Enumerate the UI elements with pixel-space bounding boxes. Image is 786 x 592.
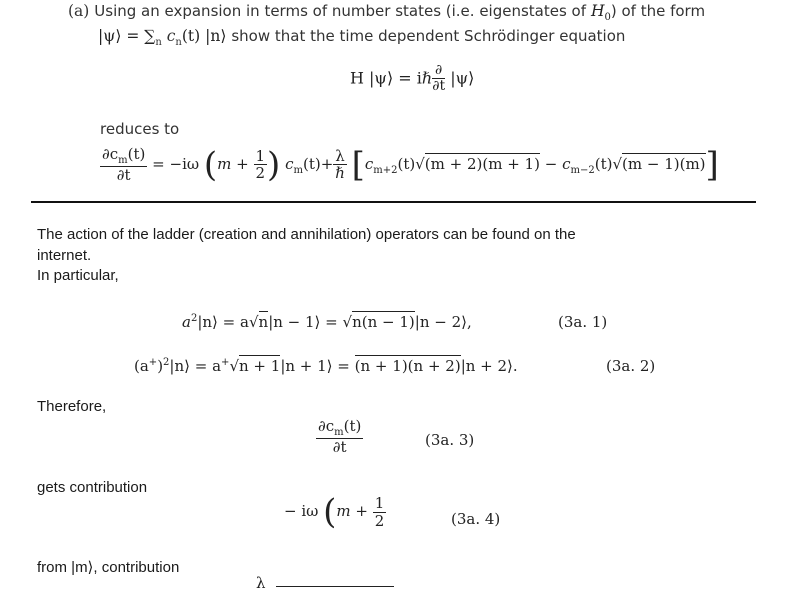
- eq5-lambda: λ: [256, 574, 266, 592]
- paragraph-line-2: internet.: [37, 247, 92, 264]
- eq2-part-c: |n + 2⟩.: [460, 357, 518, 375]
- eq2-sup-plus: +: [148, 357, 158, 368]
- schrodinger-num: ∂: [432, 63, 445, 79]
- eq-cm: c: [285, 154, 294, 173]
- section-divider: [31, 201, 756, 203]
- eq2-lhs: (a: [134, 357, 149, 375]
- schrodinger-rhs: |ψ⟩: [450, 68, 475, 88]
- eq1-part-a: |n⟩ = a: [197, 313, 249, 331]
- eq3-num-sub: m: [334, 427, 344, 438]
- eq-bracket-b-tail: (t): [594, 154, 613, 173]
- eq-lhs-num: ∂c: [102, 145, 119, 163]
- hbar-den: ℏ: [335, 164, 345, 183]
- schrodinger-equation: [350, 63, 474, 95]
- eq-bracket-a-tail: (t): [397, 154, 416, 173]
- lambda-num: λ: [335, 146, 345, 165]
- eq-cm-sub: m: [293, 164, 303, 176]
- eq1-tag: (3a. 1): [558, 313, 608, 331]
- half-num: 1: [255, 146, 266, 165]
- eq4-half-den: 2: [374, 511, 385, 530]
- schrodinger-den: ∂t: [432, 78, 446, 95]
- reduces-to: reduces to: [100, 120, 180, 138]
- eq-bracket-b: c: [562, 154, 571, 173]
- eq3-num-tail: (t): [343, 417, 362, 435]
- eq1-sup: 2: [190, 313, 198, 324]
- eq-lhs-den: ∂t: [116, 166, 131, 184]
- eq-bracket-b-sub: m−2: [570, 164, 595, 176]
- eq-minus: −: [544, 154, 558, 173]
- intro-line-1-tail: ) of the form: [610, 2, 706, 20]
- eq4-half-num: 1: [374, 494, 385, 512]
- equation-3a2: $(a^+)^2|n⟩ = a^+√n + 1|n$ + 1⟩ = (n + 1)(n + 2)|n + 2⟩.: [134, 357, 518, 375]
- eq-lhs-num-tail: (t): [127, 145, 146, 163]
- eq3-num: ∂c: [318, 417, 335, 435]
- eq-bracket-a-sub: m+2: [373, 164, 398, 176]
- eq1-sqrt-n: n: [258, 313, 269, 331]
- eq2-tag: (3a. 2): [606, 357, 656, 375]
- h0-subscript: 0: [604, 12, 611, 24]
- from-m-text: from |m⟩, contribution: [37, 559, 180, 576]
- eq4-lhs: − iω: [284, 502, 319, 520]
- eq1-part-c: |n − 2⟩,: [414, 313, 472, 331]
- h0-symbol: H: [590, 2, 605, 20]
- psi-expansion: |ψ⟩ = ∑: [98, 27, 156, 45]
- eq-lhs-num-sub: m: [118, 155, 128, 166]
- psi-cn-sub: n: [175, 37, 182, 49]
- eq2-close: ): [157, 357, 164, 375]
- schrodinger-lhs: H |ψ⟩ = iℏ: [350, 68, 433, 88]
- eq2-sqrt2: (n + 1)(n + 2): [354, 357, 461, 375]
- question-line-2: [98, 27, 625, 48]
- eq2-part-a: |n⟩ = a: [169, 357, 222, 375]
- therefore-text: Therefore,: [37, 398, 107, 415]
- gets-contribution-text: gets contribution: [37, 479, 148, 496]
- half-den: 2: [255, 164, 266, 183]
- equation-3a1: $a^2|n⟩ = a√n|n$ − 1⟩ = √n(n − 1)|n − 2⟩,: [182, 313, 472, 331]
- intro-line-1: Using an expansion in terms of number states (i.e. eigenstates of: [94, 2, 587, 20]
- eq4-m: m +: [336, 502, 368, 520]
- intro-line-2-tail: show that the time dependent Schrödinger equation: [231, 27, 626, 45]
- eq1-part-b: |n − 1⟩ =: [268, 313, 338, 331]
- question-line-1: [68, 2, 705, 23]
- psi-sum-index: n: [155, 37, 162, 49]
- part-label: (a): [68, 2, 90, 20]
- eq-bracket-a: c: [364, 154, 374, 173]
- eq-sqrt-a: (m + 2)(m + 1): [424, 154, 540, 173]
- reduced-equation: $\frac{\partial c_m(t)}{\partial t}$ = −iω (m + $\frac{1}{2}$ ) $c_m(t)+$ $\frac{\lambda}{\text{ℏ}}$ $[c_{m+2}(t)√(m + 2)(m + 1) - c_{m-2}(t)√(m - 1)(m)]$: [102, 144, 719, 185]
- equation-3a3: [316, 418, 363, 456]
- eq2-sqrt: n + 1: [239, 357, 281, 375]
- eq1-sqrt2: n(n − 1): [352, 313, 415, 331]
- eq-mid: = −iω: [152, 154, 200, 173]
- eq5-fraction-bar: [276, 586, 394, 587]
- equation-3a4: − iω (m + $\frac{1}{2}$: [284, 492, 385, 532]
- eq2-sup: 2: [163, 357, 170, 368]
- eq-m-plus: m +: [217, 154, 249, 173]
- eq1-a: a: [182, 313, 191, 331]
- eq-cm-tail: (t)+: [302, 154, 334, 173]
- eq3-tag: (3a. 3): [425, 431, 475, 449]
- psi-cn: c: [166, 27, 176, 45]
- eq2-sup2: +: [221, 357, 230, 368]
- eq3-den: ∂t: [332, 438, 347, 456]
- paragraph-line-3: In particular,: [37, 267, 119, 284]
- eq4-tag: (3a. 4): [451, 510, 501, 528]
- paragraph-line-1: The action of the ladder (creation and annihilation) operators can be found on the: [37, 226, 576, 243]
- eq2-part-b: |n + 1⟩ =: [280, 357, 350, 375]
- psi-cn-tail: (t) |n⟩: [181, 27, 227, 45]
- eq-sqrt-b: (m − 1)(m): [622, 154, 706, 173]
